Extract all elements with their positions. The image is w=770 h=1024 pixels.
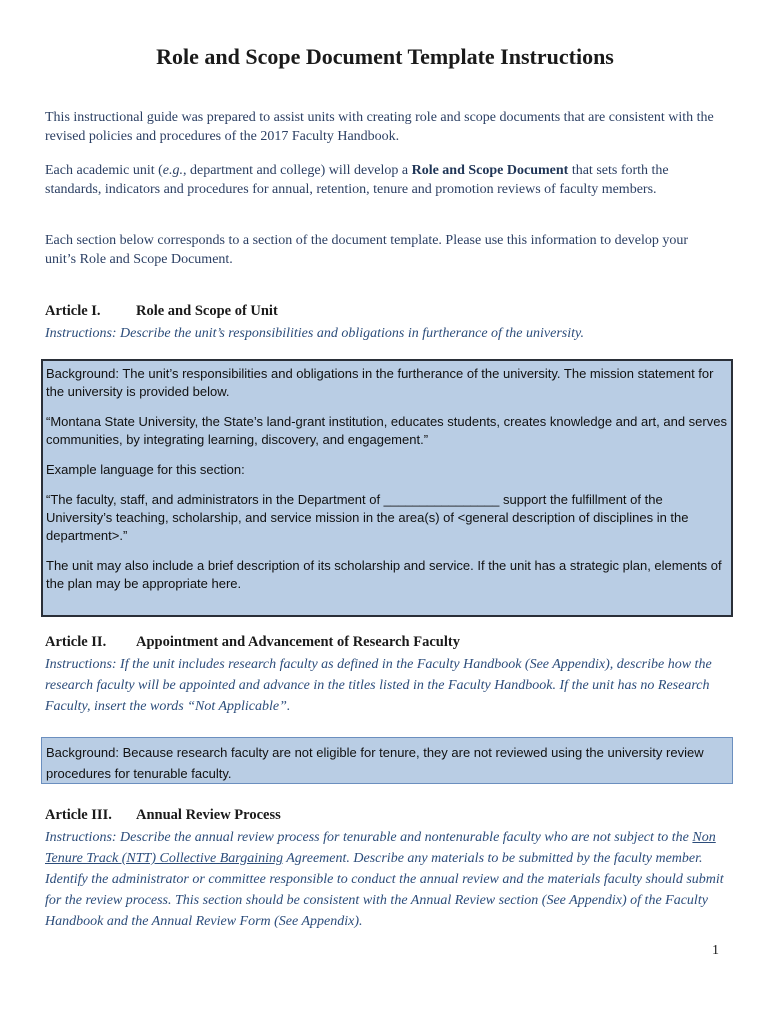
article-3-heading bbox=[45, 807, 281, 824]
intro-p2-mid: , department and college) will develop a bbox=[183, 163, 412, 178]
intro-p2-eg: e.g. bbox=[162, 163, 183, 178]
article-2-background: Background: Because research faculty are not eligible for tenure, they are not reviewed using the university review procedures for tenurable faculty. bbox=[46, 745, 704, 781]
intro-p2-post: that sets forth the standards, indicators and procedures for annual, retention, tenure and promotion reviews of faculty members. bbox=[45, 163, 669, 197]
scholarship-note: The unit may also include a brief description of its scholarship and service. If the unit has a strategic plan, elements of the plan may be appropriate here. bbox=[46, 558, 722, 591]
article-1-heading bbox=[45, 303, 278, 320]
article-3-instructions-post: Agreement. Describe any materials to be submitted by the faculty member. Identify the administrator or committee responsible to conduct the annual review and the materials faculty should submit for the review process. This section should be consistent with the Annual Review section (See Appendix) of the Faculty Handbook and the Annual Review Form (See Appendix). bbox=[45, 851, 724, 929]
intro-paragraph-3: Each section below corresponds to a section of the document template. Please use this information to develop your unit’s Role and Scope Document. bbox=[45, 233, 689, 267]
page-number: 1 bbox=[712, 943, 719, 958]
page-title: Role and Scope Document Template Instructions bbox=[156, 44, 614, 69]
article-2-title: Appointment and Advancement of Research Faculty bbox=[136, 634, 460, 650]
example-language-quote: “The faculty, staff, and administrators in the Department of ________________ support the fulfillment of the University’s teaching, scholarship, and service mission in the area(s) of <general description of disciplines in the department>.” bbox=[46, 492, 689, 543]
article-2-instructions: Instructions: If the unit includes research faculty as defined in the Faculty Handbook (See Appendix), describe how the research faculty will be appointed and advance in the titles listed in the Faculty Handbook. If the unit has no Research Faculty, insert the words “Not Applicable”. bbox=[45, 657, 712, 714]
article-1-title: Role and Scope of Unit bbox=[136, 303, 278, 319]
intro-paragraph-1: This instructional guide was prepared to assist units with creating role and scope documents that are consistent with the revised policies and procedures of the 2017 Faculty Handbook. bbox=[45, 110, 714, 144]
mission-statement-quote: “Montana State University, the State’s land-grant institution, educates students, creates knowledge and art, and serves communities, by integrating learning, discovery, and engagement.” bbox=[46, 414, 727, 447]
article-1-background-box bbox=[41, 359, 733, 617]
intro-p2-pre: Each academic unit ( bbox=[45, 163, 163, 178]
article-1-number: Article I. bbox=[45, 303, 101, 319]
article-1-background: Background: The unit’s responsibilities and obligations in the furtherance of the university. The mission statement for the university is provided below. bbox=[46, 366, 714, 399]
intro-paragraph-2 bbox=[45, 161, 717, 199]
article-2-number: Article II. bbox=[45, 634, 107, 650]
article-3-instructions-pre: Instructions: Describe the annual review process for tenurable and nontenurable faculty who are not subject to the bbox=[45, 830, 693, 845]
article-3-title: Annual Review Process bbox=[136, 807, 281, 823]
article-2-background-box bbox=[41, 737, 733, 784]
ntt-collective-bargaining-link[interactable]: Non Tenure Track (NTT) Collective Bargaining bbox=[45, 830, 716, 866]
article-1-instructions: Instructions: Describe the unit’s responsibilities and obligations in furtherance of the university. bbox=[45, 326, 584, 341]
article-3-number: Article III. bbox=[45, 807, 112, 823]
article-2-heading bbox=[45, 634, 460, 651]
intro-p2-bold: Role and Scope Document bbox=[411, 163, 569, 178]
article-3-instructions bbox=[45, 827, 730, 932]
example-language-label: Example language for this section: bbox=[46, 462, 245, 477]
